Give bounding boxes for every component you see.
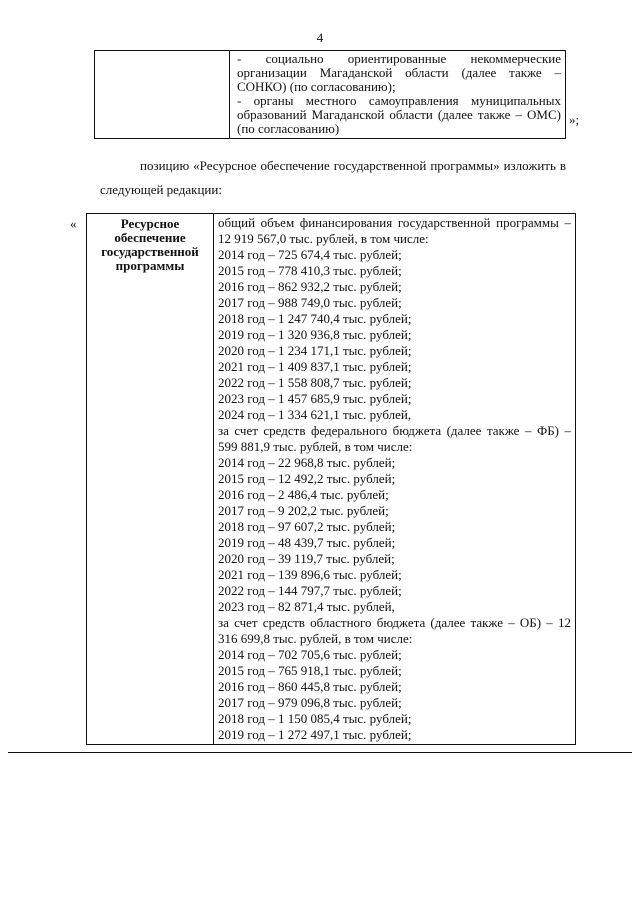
resource-content bbox=[214, 214, 576, 745]
federal-year-line: 2014 год – 22 968,8 тыс. рублей; bbox=[218, 455, 396, 470]
continuation-table bbox=[94, 50, 566, 139]
closing-quote: »; bbox=[569, 112, 580, 127]
amendment-instruction: позицию «Ресурсное обеспечение государственной программы» изложить в следующей редакции: bbox=[100, 158, 566, 197]
total-year-line: 2021 год – 1 409 837,1 тыс. рублей; bbox=[218, 359, 412, 374]
total-year-line: 2023 год – 1 457 685,9 тыс. рублей; bbox=[218, 391, 412, 406]
total-year-line: 2017 год – 988 749,0 тыс. рублей; bbox=[218, 295, 402, 310]
federal-year-line: 2018 год – 97 607,2 тыс. рублей; bbox=[218, 519, 396, 534]
total-year-line: 2022 год – 1 558 808,7 тыс. рублей; bbox=[218, 375, 412, 390]
total-year-line: 2015 год – 778 410,3 тыс. рублей; bbox=[218, 263, 402, 278]
page-footer-rule bbox=[8, 752, 632, 753]
total-years-list bbox=[218, 247, 571, 423]
regional-budget-text: за счет средств областного бюджета (далее также – ОБ) – 12 316 699,8 тыс. рублей, в том числе: bbox=[218, 615, 571, 646]
regional-year-line: 2014 год – 702 705,6 тыс. рублей; bbox=[218, 647, 402, 662]
regional-year-line: 2016 год – 860 445,8 тыс. рублей; bbox=[218, 679, 402, 694]
total-year-line: 2016 год – 862 932,2 тыс. рублей; bbox=[218, 279, 402, 294]
resource-table bbox=[86, 213, 576, 745]
resource-label: Ресурсное обеспечение государственной программы bbox=[87, 214, 214, 745]
total-year-line: 2018 год – 1 247 740,4 тыс. рублей; bbox=[218, 311, 412, 326]
sonko-item: - социально ориентированные некоммерческие организации Магаданской области (далее также – СОНКО) (по согласованию); bbox=[237, 51, 561, 94]
federal-years-list bbox=[218, 455, 571, 615]
federal-year-line: 2020 год – 39 119,7 тыс. рублей; bbox=[218, 551, 395, 566]
regional-year-line: 2015 год – 765 918,1 тыс. рублей; bbox=[218, 663, 402, 678]
regional-years-list bbox=[218, 647, 571, 743]
federal-year-line: 2016 год – 2 486,4 тыс. рублей; bbox=[218, 487, 389, 502]
regional-year-line: 2018 год – 1 150 085,4 тыс. рублей; bbox=[218, 711, 412, 726]
oms-item: - органы местного самоуправления муниципальных образований Магаданской области (далее также – ОМС) (по согласованию) bbox=[237, 93, 561, 136]
total-year-line: 2014 год – 725 674,4 тыс. рублей; bbox=[218, 247, 402, 262]
continuation-label-cell bbox=[95, 51, 230, 139]
total-funding-text: общий объем финансирования государственной программы – 12 919 567,0 тыс. рублей, в том числе: bbox=[218, 215, 571, 246]
total-year-line: 2024 год – 1 334 621,1 тыс. рублей, bbox=[218, 407, 412, 422]
page-number: 4 bbox=[316, 30, 324, 45]
federal-year-line: 2017 год – 9 202,2 тыс. рублей; bbox=[218, 503, 389, 518]
federal-year-line: 2019 год – 48 439,7 тыс. рублей; bbox=[218, 535, 396, 550]
federal-year-line: 2022 год – 144 797,7 тыс. рублей; bbox=[218, 583, 402, 598]
total-year-line: 2020 год – 1 234 171,1 тыс. рублей; bbox=[218, 343, 412, 358]
federal-year-line: 2021 год – 139 896,6 тыс. рублей; bbox=[218, 567, 402, 582]
continuation-content-cell bbox=[230, 51, 566, 139]
opening-quote: « bbox=[70, 216, 77, 231]
federal-year-line: 2015 год – 12 492,2 тыс. рублей; bbox=[218, 471, 396, 486]
regional-year-line: 2019 год – 1 272 497,1 тыс. рублей; bbox=[218, 727, 412, 742]
federal-year-line: 2023 год – 82 871,4 тыс. рублей, bbox=[218, 599, 395, 614]
regional-year-line: 2017 год – 979 096,8 тыс. рублей; bbox=[218, 695, 402, 710]
federal-budget-text: за счет средств федерального бюджета (далее также – ФБ) – 599 881,9 тыс. рублей, в том числе: bbox=[218, 423, 571, 454]
total-year-line: 2019 год – 1 320 936,8 тыс. рублей; bbox=[218, 327, 412, 342]
